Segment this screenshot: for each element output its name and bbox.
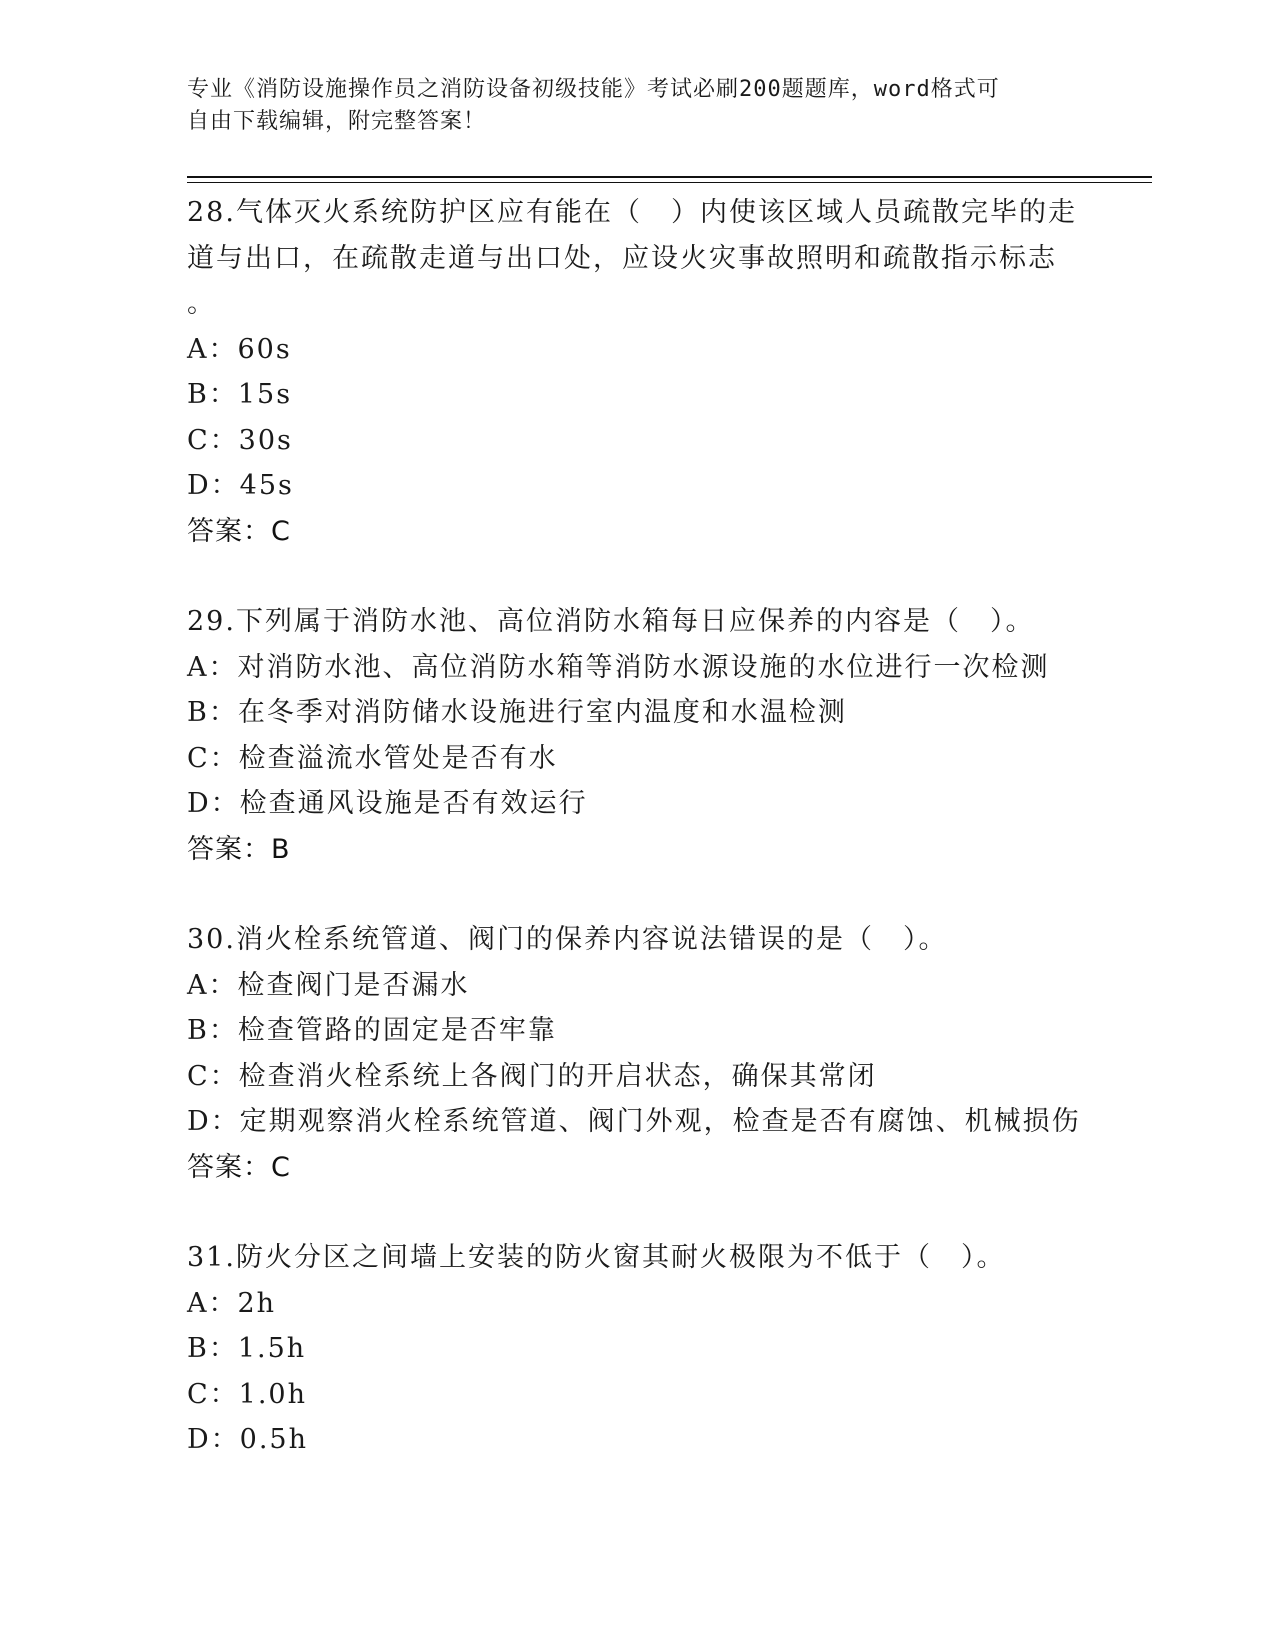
option-a: A：对消防水池、高位消防水箱等消防水源设施的水位进行一次检测 — [187, 651, 1050, 683]
option-d: D：0.5h — [187, 1424, 308, 1455]
question-30 — [187, 917, 1087, 1190]
question-spacer — [187, 554, 1087, 599]
option-b: B：1.5h — [187, 1333, 307, 1364]
question-stem-line: 31.防火分区之间墙上安装的防火窗其耐火极限为不低于（ ）。 — [187, 1242, 1006, 1273]
question-stem-line: 。 — [187, 288, 216, 319]
option-d: D：检查通风设施是否有效运行 — [187, 788, 588, 819]
option-b: B：15s — [187, 379, 293, 410]
question-29 — [187, 599, 1087, 872]
option-c: C：检查消火栓系统上各阀门的开启状态，确保其常闭 — [187, 1060, 877, 1092]
option-d: D：定期观察消火栓系统管道、阀门外观，检查是否有腐蚀、机械损伤 — [187, 1106, 1081, 1137]
question-stem-line: 道与出口，在疏散走道与出口处，应设火灾事故照明和疏散指示标志 — [187, 242, 1057, 274]
option-c: C：30s — [187, 424, 293, 456]
question-stem-line: 29.下列属于消防水池、高位消防水箱每日应保养的内容是（ ）。 — [187, 606, 1035, 637]
question-list — [187, 190, 1087, 1463]
question-spacer — [187, 1190, 1087, 1235]
question-31 — [187, 1235, 1087, 1463]
answer-line: 答案：B — [187, 833, 291, 865]
question-stem-line: 28.气体灭火系统防护区应有能在（ ）内使该区域人员疏散完毕的走 — [187, 197, 1077, 228]
answer-line: 答案：C — [187, 1151, 291, 1183]
option-d: D：45s — [187, 470, 294, 501]
question-spacer — [187, 872, 1087, 917]
option-b: B：在冬季对消防储水设施进行室内温度和水温检测 — [187, 697, 847, 728]
option-c: C：检查溢流水管处是否有水 — [187, 742, 558, 774]
answer-line: 答案：C — [187, 515, 291, 547]
header-divider-thick — [187, 176, 1152, 178]
header-divider-thin — [187, 182, 1152, 183]
header-line-2: 自由下载编辑，附完整答案！ — [187, 109, 487, 134]
document-header — [187, 74, 1067, 138]
question-28 — [187, 190, 1087, 554]
option-a: A：60s — [187, 333, 292, 365]
option-c: C：1.0h — [187, 1378, 307, 1410]
header-line-1: 专业《消防设施操作员之消防设备初级技能》考试必刷200题题库，word格式可 — [187, 77, 1000, 102]
question-stem-line: 30.消火栓系统管道、阀门的保养内容说法错误的是（ ）。 — [187, 924, 948, 955]
option-a: A：检查阀门是否漏水 — [187, 969, 470, 1001]
option-b: B：检查管路的固定是否牢靠 — [187, 1015, 557, 1046]
option-a: A：2h — [187, 1287, 277, 1319]
